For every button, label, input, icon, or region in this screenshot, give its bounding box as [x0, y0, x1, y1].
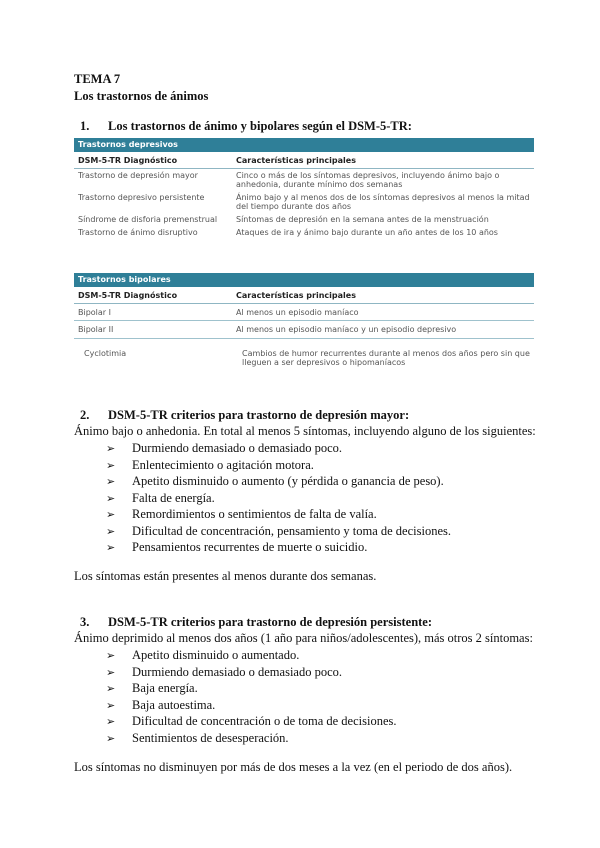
arrow-bullet-icon: ➢ — [106, 524, 116, 538]
table-row — [74, 213, 534, 226]
section-2-number: 2. — [80, 408, 90, 422]
list-item: ➢ Durmiendo demasiado o demasiado poco. — [106, 440, 451, 457]
list-item: ➢ Dificultad de concentración o de toma de decisiones. — [106, 713, 396, 730]
section-3-closing: Los síntomas no disminuyen por más de dos meses a la vez (en el periodo de dos años). — [74, 760, 513, 774]
list-item: ➢ Sentimientos de desesperación. — [106, 730, 396, 747]
table-row — [74, 169, 534, 191]
section-3-heading-text: DSM-5-TR criterios para trastorno de depresión persistente: — [108, 615, 433, 629]
section-1-number: 1. — [80, 119, 90, 133]
depressive-col-diagnosis: DSM-5-TR Diagnóstico — [78, 156, 178, 165]
section-2-heading — [80, 408, 409, 423]
depressive-table-band: Trastornos depresivos — [74, 138, 534, 152]
list-item: ➢ Baja autoestima. — [106, 697, 396, 714]
list-item: ➢ Remordimientos o sentimientos de falta de valía. — [106, 506, 451, 523]
diagnosis-cell: Trastorno de ánimo disruptivo — [78, 228, 198, 237]
arrow-bullet-icon: ➢ — [106, 491, 116, 505]
features-cell: Ataques de ira y ánimo bajo durante un año antes de los 10 años — [236, 228, 498, 237]
list-item: ➢ Enlentecimiento o agitación motora. — [106, 457, 451, 474]
bipolar-table-band: Trastornos bipolares — [74, 273, 534, 287]
page-title: TEMA 7 — [74, 72, 121, 86]
arrow-bullet-icon: ➢ — [106, 475, 116, 488]
bipolar-col-diagnosis: DSM-5-TR Diagnóstico — [78, 291, 178, 300]
page-subtitle: Los trastornos de ánimos — [74, 89, 209, 103]
features-cell: Cinco o más de los síntomas depresivos, incluyendo ánimo bajo o anhedonia, durante mínimo dos semanas — [236, 171, 500, 189]
bipolar-table-header — [74, 287, 534, 304]
arrow-bullet-icon: ➢ — [106, 442, 116, 455]
list-item: ➢ Baja energía. — [106, 680, 396, 697]
list-item: ➢ Falta de energía. — [106, 490, 451, 507]
bipolar-col-features: Características principales — [236, 291, 356, 300]
section-3-intro: Ánimo deprimido al menos dos años (1 año para niños/adolescentes), más otros 2 síntomas: — [74, 631, 533, 645]
section-2-bullet-list — [106, 440, 451, 556]
arrow-bullet-icon: ➢ — [106, 698, 116, 712]
section-2-closing: Los síntomas están presentes al menos durante dos semanas. — [74, 569, 377, 583]
arrow-bullet-icon: ➢ — [106, 649, 116, 662]
diagnosis-cell: Cyclotimia — [84, 349, 127, 358]
list-item: ➢ Durmiendo demasiado o demasiado poco. — [106, 664, 396, 681]
arrow-bullet-icon: ➢ — [106, 665, 116, 679]
features-cell: Cambios de humor recurrentes durante al menos dos años pero sin que lleguen a ser depresivos o hipomaníacos — [242, 349, 530, 367]
section-2-heading-text: DSM-5-TR criterios para trastorno de depresión mayor: — [108, 408, 410, 422]
diagnosis-cell: Bipolar I — [78, 308, 111, 317]
section-3-bullet-list — [106, 647, 396, 746]
table-row — [74, 226, 534, 239]
diagnosis-cell: Bipolar II — [78, 325, 114, 334]
depressive-col-features: Características principales — [236, 156, 356, 165]
arrow-bullet-icon: ➢ — [106, 541, 116, 554]
diagnosis-cell: Trastorno depresivo persistente — [78, 193, 205, 202]
arrow-bullet-icon: ➢ — [106, 458, 116, 472]
diagnosis-cell: Trastorno de depresión mayor — [78, 171, 198, 180]
bipolar-disorders-table — [74, 273, 534, 369]
features-cell: Al menos un episodio maníaco — [236, 308, 359, 317]
list-item: ➢ Apetito disminuido o aumentado. — [106, 647, 396, 664]
arrow-bullet-icon: ➢ — [106, 731, 116, 745]
features-cell: Al menos un episodio maníaco y un episodio depresivo — [236, 325, 457, 334]
section-3-heading — [80, 615, 432, 630]
arrow-bullet-icon: ➢ — [106, 682, 116, 695]
arrow-bullet-icon: ➢ — [106, 508, 116, 521]
list-item: ➢ Pensamientos recurrentes de muerte o suicidio. — [106, 539, 451, 556]
table-row — [74, 339, 534, 369]
section-3-number: 3. — [80, 615, 90, 629]
diagnosis-cell: Síndrome de disforia premenstrual — [78, 215, 218, 224]
section-1-heading — [80, 119, 412, 134]
table-row — [74, 304, 534, 321]
list-item: ➢ Apetito disminuido o aumento (y pérdida o ganancia de peso). — [106, 473, 451, 490]
features-cell: Ánimo bajo y al menos dos de los síntomas depresivos al menos la mitad del tiempo durante dos años — [236, 193, 530, 211]
arrow-bullet-icon: ➢ — [106, 715, 116, 728]
section-2-intro: Ánimo bajo o anhedonia. En total al menos 5 síntomas, incluyendo alguno de los siguientes: — [74, 424, 536, 438]
section-1-heading-text: Los trastornos de ánimo y bipolares según el DSM-5-TR: — [108, 119, 412, 133]
table-row — [74, 321, 534, 339]
table-row — [74, 191, 534, 213]
depressive-table-header — [74, 152, 534, 169]
list-item: ➢ Dificultad de concentración, pensamiento y toma de decisiones. — [106, 523, 451, 540]
features-cell: Síntomas de depresión en la semana antes de la menstruación — [236, 215, 489, 224]
depressive-disorders-table — [74, 138, 534, 239]
